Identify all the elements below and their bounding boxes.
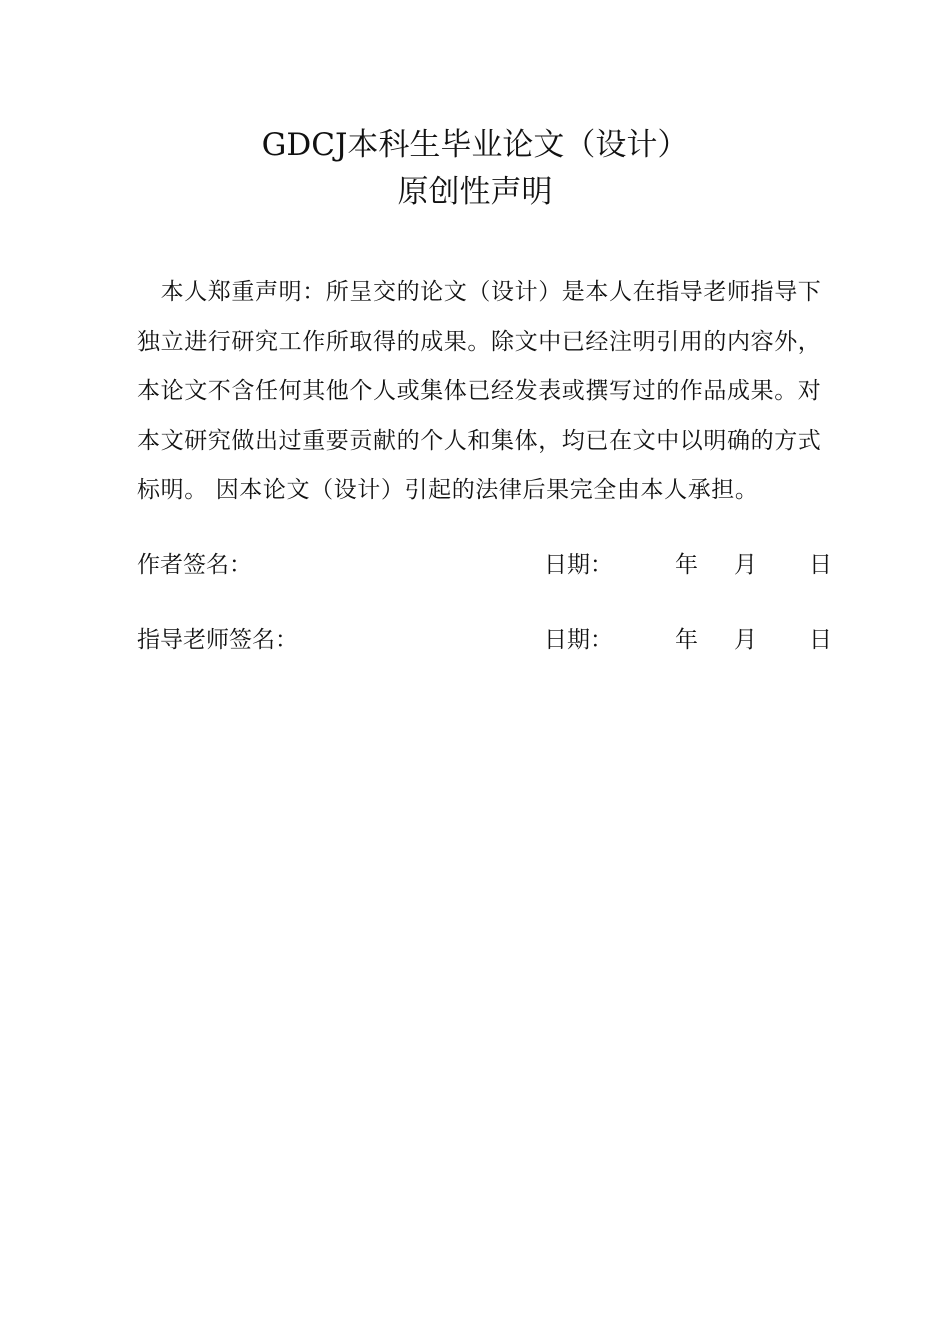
document-subtitle: 原创性声明 xyxy=(397,174,553,210)
document-title: GDCJ本科生毕业论文（设计） xyxy=(261,127,689,163)
author-date-year: 年 xyxy=(675,552,698,578)
declaration-line: 本人郑重声明：所呈交的论文（设计）是本人在指导老师指导下 xyxy=(137,279,822,305)
advisor-date-year: 年 xyxy=(675,627,698,653)
author-date-month: 月 xyxy=(734,552,757,578)
author-date-label: 日期： xyxy=(544,552,613,578)
advisor-signature-label: 指导老师签名： xyxy=(137,627,298,653)
declaration-line: 标明。 因本论文（设计）引起的法律后果完全由本人承担。 xyxy=(137,477,759,503)
declaration-line: 独立进行研究工作所取得的成果。除文中已经注明引用的内容外， xyxy=(137,329,822,355)
declaration-line: 本文研究做出过重要贡献的个人和集体，均已在文中以明确的方式 xyxy=(137,428,822,454)
advisor-date-day: 日 xyxy=(809,627,832,653)
declaration-line: 本论文不含任何其他个人或集体已经发表或撰写过的作品成果。对 xyxy=(137,378,822,404)
advisor-date-month: 月 xyxy=(734,627,757,653)
author-signature-label: 作者签名： xyxy=(137,552,252,578)
advisor-date-label: 日期： xyxy=(544,627,613,653)
author-date-day: 日 xyxy=(809,552,832,578)
author-signature-row xyxy=(137,550,842,580)
advisor-signature-row xyxy=(137,625,842,655)
